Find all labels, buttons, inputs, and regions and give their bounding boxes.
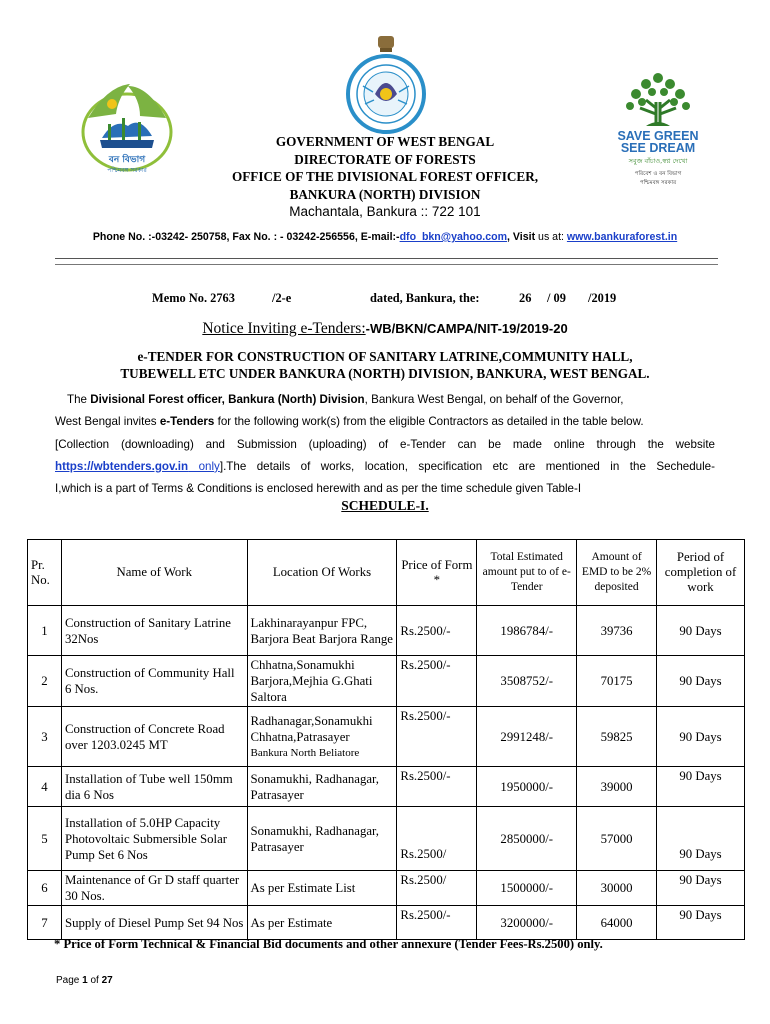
only-text: only (188, 459, 220, 473)
row-name: Construction of Concrete Road over 1203.0245 MT (61, 707, 247, 767)
intro-line2 (55, 411, 715, 433)
visit-label: , Visit (507, 231, 536, 243)
table-row (28, 871, 745, 906)
row-location: As per Estimate (247, 906, 397, 940)
save-green-bengali-text: সবুজ বাঁচাও,স্বপ্ন দেখো (628, 157, 688, 165)
etender-title-line2: TUBEWELL ETC UNDER BANKURA (NORTH) DIVISION, BANKURA, WEST BENGAL. (120, 366, 650, 381)
header-divider (55, 258, 718, 259)
header-emd: Amount of EMD to be 2% deposited (577, 540, 657, 606)
row-price: Rs.2500/- (397, 606, 477, 656)
header-price: Price of Form * (397, 540, 477, 606)
header-address: Machantala, Bankura :: 722 101 (289, 204, 481, 219)
header-government: GOVERNMENT OF WEST BENGAL (275, 134, 495, 149)
website-link[interactable]: www.bankuraforest.in (566, 231, 678, 243)
intro-text: ].The details of works, location, specification etc are mentioned in the Sechedule- (219, 459, 715, 473)
page-number (56, 975, 113, 986)
header-total: Total Estimated amount put to of e-Tender (477, 540, 577, 606)
wbtenders-link[interactable]: https://wbtenders.gov.in (55, 459, 189, 473)
row-name: Construction of Sanitary Latrine 32Nos (61, 606, 247, 656)
table-row (28, 807, 745, 871)
intro-officer: Divisional Forest officer, Bankura (North) Division (90, 393, 365, 406)
header-period: Period of completion of work (657, 540, 745, 606)
row-name: Maintenance of Gr D staff quarter 30 Nos. (61, 871, 247, 906)
row-location: Radhanagar,Sonamukhi Chhatna,Patrasayer (250, 713, 373, 744)
row-period: 90 Days (657, 871, 745, 906)
memo-month: / 09 (547, 291, 566, 305)
row-location: Sonamukhi, Radhanagar, Patrasayer (247, 767, 397, 807)
row-location: Sonamukhi, Radhanagar, Patrasayer (247, 807, 397, 871)
row-total: 1500000/- (477, 871, 577, 906)
row-price: Rs.2500/- (397, 656, 477, 707)
row-emd: 64000 (577, 906, 657, 940)
page-prefix: Page (56, 975, 83, 986)
row-name: Installation of 5.0HP Capacity Photovoltaic Submersible Solar Pump Set 6 Nos (61, 807, 247, 871)
row-name: Construction of Community Hall 6 Nos. (61, 656, 247, 707)
header-name: Name of Work (61, 540, 247, 606)
row-name: Installation of Tube well 150mm dia 6 Nos (61, 767, 247, 807)
memo-day: 26 (519, 291, 532, 305)
row-emd: 59825 (577, 707, 657, 767)
page-of: of (87, 975, 102, 986)
row-period: 90 Days (657, 807, 745, 871)
memo-year: /2019 (588, 291, 617, 305)
row-period: 90 Days (657, 656, 745, 707)
row-no: 2 (28, 656, 62, 707)
memo-number: Memo No. 2763 (152, 291, 235, 305)
memo-suffix: /2-e (272, 291, 292, 305)
row-emd: 39000 (577, 767, 657, 807)
header-divider-secondary (55, 264, 718, 265)
row-price: Rs.2500/- (397, 767, 477, 807)
table-row (28, 606, 745, 656)
row-no: 5 (28, 807, 62, 871)
header-office: OFFICE OF THE DIVISIONAL FOREST OFFICER, (231, 169, 539, 184)
row-no: 1 (28, 606, 62, 656)
row-no: 7 (28, 906, 62, 940)
memo-dated: dated, Bankura, the: (370, 291, 480, 305)
row-period: 90 Days (657, 767, 745, 807)
forest-logo-subtext: পশ্চিমবঙ্গ সরকার (107, 167, 147, 174)
row-no: 4 (28, 767, 62, 807)
row-total: 1986784/- (477, 606, 577, 656)
etender-title-line1: e-TENDER FOR CONSTRUCTION OF SANITARY LATRINE,COMMUNITY HALL, (137, 349, 633, 364)
intro-text: West Bengal invites (55, 415, 160, 429)
intro-line4 (55, 456, 715, 478)
table-row (28, 767, 745, 807)
header-no: Pr. No. (28, 540, 62, 606)
header-division: BANKURA (NORTH) DIVISION (289, 186, 481, 202)
header-location: Location Of Works (247, 540, 397, 606)
intro-text: for the following work(s) from the eligible Contractors as detailed in the table below. (214, 415, 644, 429)
works-table (27, 539, 745, 940)
save-green-text: SAVE GREEN (617, 129, 699, 143)
table-header-row (28, 540, 745, 606)
row-total: 3508752/- (477, 656, 577, 707)
table-row (28, 906, 745, 940)
row-location-cell (247, 707, 397, 767)
phone-fax-text: Phone No. :-03242- 250758, Fax No. : - 03242-256556, E-mail:- (92, 231, 400, 243)
row-total: 2850000/- (477, 807, 577, 871)
row-total: 2991248/- (477, 707, 577, 767)
intro-text: , Bankura West Bengal, on behalf of the Governor, (364, 393, 624, 406)
schedule-heading: SCHEDULE-I. (341, 498, 429, 513)
intro-text: The (67, 393, 91, 406)
row-name: Supply of Diesel Pump Set 94 Nos (61, 906, 247, 940)
contact-line (0, 231, 770, 243)
row-period: 90 Days (657, 707, 745, 767)
intro-line5: I,which is a part of Terms & Conditions is enclosed herewith and as per the time schedule given Table-I (55, 482, 582, 496)
govt-wb-text: পশ্চিমবঙ্গ সরকার (639, 180, 677, 186)
table-row (28, 707, 745, 767)
row-location: As per Estimate List (247, 871, 397, 906)
row-emd: 57000 (577, 807, 657, 871)
row-period: 90 Days (657, 906, 745, 940)
west-bengal-government-emblem (343, 34, 429, 134)
forest-logo-text: বন বিভাগ (108, 155, 146, 165)
environment-dept-text: পরিবেশ ও বন বিভাগ (634, 171, 682, 177)
row-period: 90 Days (657, 606, 745, 656)
intro-line3: [Collection (downloading) and Submission (uploading) of e-Tender can be made online through the website (55, 437, 715, 451)
email-link[interactable]: dfo_bkn@yahoo.com (399, 231, 508, 243)
table-row (28, 656, 745, 707)
save-green-tree-logo (610, 68, 706, 188)
intro-etenders: e-Tenders (159, 415, 215, 429)
intro-line1 (55, 389, 715, 411)
notice-title (0, 320, 770, 338)
row-location: Chhatna,Sonamukhi Barjora,Mejhia G.Ghati Saltora (247, 656, 397, 707)
row-location: Lakhinarayanpur FPC, Barjora Beat Barjora Range (247, 606, 397, 656)
notice-code: -WB/BKN/CAMPA/NIT-19/2019-20 (365, 321, 568, 336)
row-total: 3200000/- (477, 906, 577, 940)
row-price: Rs.2500/- (397, 906, 477, 940)
page-total: 27 (101, 975, 113, 986)
row-emd: 30000 (577, 871, 657, 906)
page-current: 1 (82, 975, 88, 986)
row-location-note: Bankura North Beliatore (250, 746, 360, 759)
row-emd: 39736 (577, 606, 657, 656)
visit-rest: us at: (535, 231, 567, 243)
row-price: Rs.2500/ (397, 871, 477, 906)
row-emd: 70175 (577, 656, 657, 707)
notice-heading: Notice Inviting e-Tenders: (202, 320, 366, 337)
see-dream-text: SEE DREAM (620, 141, 696, 155)
row-price: Rs.2500/ (397, 807, 477, 871)
row-total: 1950000/- (477, 767, 577, 807)
row-price: Rs.2500/- (397, 707, 477, 767)
office-header (150, 133, 620, 221)
intro-paragraph (55, 389, 715, 500)
header-directorate: DIRECTORATE OF FORESTS (294, 151, 476, 167)
row-no: 3 (28, 707, 62, 767)
price-footnote: * Price of Form Technical & Financial Bid documents and other annexure (Tender Fees-Rs.2500) only. (54, 937, 603, 951)
etender-title (80, 348, 690, 382)
row-no: 6 (28, 871, 62, 906)
